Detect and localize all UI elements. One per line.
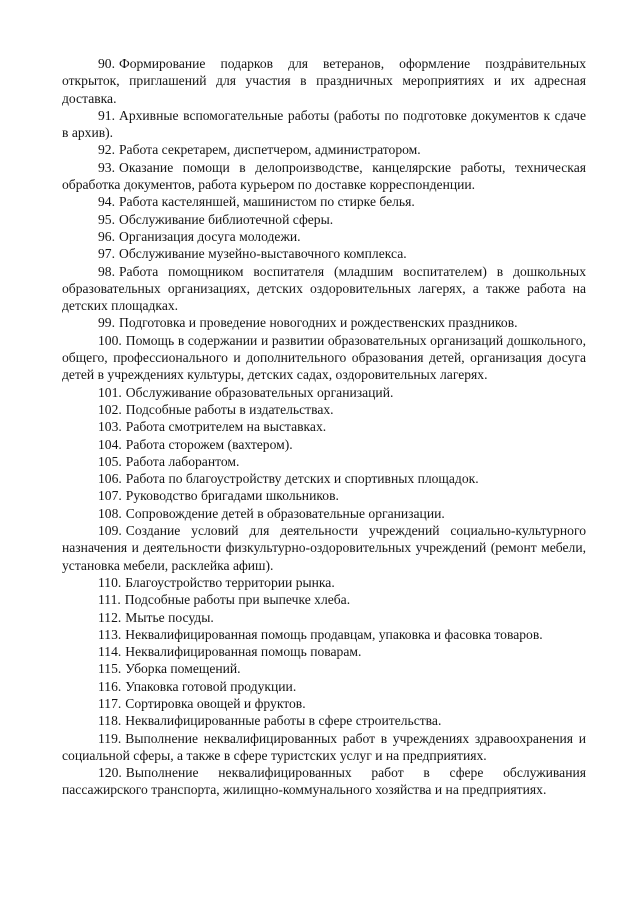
item-number: 100. [98, 332, 122, 348]
item-number: 120. [98, 765, 122, 781]
list-item-118 [62, 712, 586, 729]
item-text: Выполнение неквалифицированных работ в сфере обслуживания пассажирского транспорта, жилищно-коммунального хозяйства и на предприятиях. [62, 765, 586, 798]
list-item-104 [62, 436, 586, 453]
item-number: 117. [98, 695, 122, 711]
item-number: 94. [98, 194, 115, 210]
item-number: 91. [98, 107, 115, 123]
list-item-102 [62, 401, 586, 418]
item-number: 109. [98, 523, 122, 539]
item-text: Неквалифицированные работы в сфере строительства. [125, 713, 442, 729]
list-item-120 [62, 764, 586, 799]
item-number: 98. [98, 263, 115, 279]
item-number: 106. [98, 471, 122, 487]
item-text: Мытье посуды. [125, 609, 214, 625]
item-text: Неквалифицированная помощь продавцам, упаковка и фасовка товаров. [125, 626, 543, 642]
item-number: 116. [98, 678, 122, 694]
item-text: Неквалифицированная помощь поварам. [125, 644, 362, 660]
item-text: Формирование подарков для ветеранов, оформление поздравительных открыток, приглашений для участия в праздничных мероприятиях и их адресная доставка. [62, 56, 586, 106]
list-item-110 [62, 574, 586, 591]
list-item-109 [62, 522, 586, 574]
item-number: 114. [98, 644, 122, 660]
item-number: 104. [98, 436, 122, 452]
item-text: Работа сторожем (вахтером). [125, 436, 293, 452]
item-number: 115. [98, 661, 122, 677]
list-item-90 [62, 55, 586, 107]
item-text: Руководство бригадами школьников. [125, 488, 339, 504]
list-item-115 [62, 660, 586, 677]
item-text: Работа кастеляншей, машинистом по стирке белья. [119, 194, 415, 210]
item-text: Создание условий для деятельности учреждений социально-культурного назначения и деятельности физкультурно-оздоровительных учреждений (ремонт мебели, установка мебели, расклейка афиш). [62, 523, 586, 573]
item-number: 111. [98, 592, 121, 608]
item-number: 102. [98, 401, 122, 417]
item-text: Обслуживание образовательных организаций. [125, 384, 394, 400]
item-number: 96. [98, 228, 115, 244]
item-text: Уборка помещений. [125, 661, 241, 677]
list-item-94 [62, 193, 586, 210]
item-number: 108. [98, 505, 122, 521]
item-text: Организация досуга молодежи. [119, 228, 301, 244]
item-number: 112. [98, 609, 122, 625]
list-item-99 [62, 314, 586, 331]
list-item-111 [62, 591, 586, 608]
list-item-93 [62, 159, 586, 194]
item-text: Благоустройство территории рынка. [125, 574, 335, 590]
list-item-95 [62, 211, 586, 228]
list-item-113 [62, 626, 586, 643]
item-text: Сортировка овощей и фруктов. [125, 695, 306, 711]
list-item-119 [62, 730, 586, 765]
list-item-112 [62, 609, 586, 626]
item-number: 105. [98, 453, 122, 469]
item-number: 99. [98, 315, 115, 331]
item-text: Работа лаборантом. [125, 453, 240, 469]
item-text: Оказание помощи в делопроизводстве, канцелярские работы, техническая обработка документов, работа курьером по доставке корреспонденции. [62, 159, 586, 193]
item-number: 103. [98, 419, 122, 435]
item-number: 110. [98, 574, 122, 590]
item-number: 90. [98, 56, 115, 71]
list-item-91 [62, 107, 586, 142]
item-text: Работа по благоустройству детских и спортивных площадок. [125, 471, 479, 487]
item-number: 97. [98, 246, 115, 262]
list-item-103 [62, 418, 586, 435]
item-text: Архивные вспомогательные работы (работы по подготовке документов к сдаче в архив). [62, 107, 586, 141]
list-item-100 [62, 332, 586, 384]
item-number: 92. [98, 142, 115, 158]
item-number: 95. [98, 211, 115, 227]
item-number: 107. [98, 488, 122, 504]
item-number: 119. [98, 730, 122, 746]
item-text: Подсобные работы при выпечке хлеба. [124, 592, 351, 608]
item-text: Подготовка и проведение новогодних и рождественских праздников. [119, 315, 518, 331]
item-text: Помощь в содержании и развитии образовательных организаций дошкольного, общего, профессионального и дополнительного образования детей, организация досуга детей в учреждениях культуры, детских садах, оздоровительных лагерях. [62, 332, 586, 383]
list-item-108 [62, 505, 586, 522]
list-item-116 [62, 678, 586, 695]
item-text: Работа смотрителем на выставках. [125, 419, 327, 435]
item-text: Работа секретарем, диспетчером, администратором. [119, 142, 421, 158]
item-number: 113. [98, 626, 122, 642]
item-number: 101. [98, 384, 122, 400]
list-item-101 [62, 384, 586, 401]
item-text: Сопровождение детей в образовательные организации. [125, 505, 445, 521]
list-item-114 [62, 643, 586, 660]
list-item-98 [62, 263, 586, 315]
item-text: Обслуживание музейно-выставочного комплекса. [119, 246, 407, 262]
list-item-107 [62, 487, 586, 504]
list-item-96 [62, 228, 586, 245]
list-item-97 [62, 245, 586, 262]
list-item-92 [62, 141, 586, 158]
document-page [62, 55, 586, 799]
list-item-105 [62, 453, 586, 470]
item-text: Упаковка готовой продукции. [125, 678, 297, 694]
item-number: 118. [98, 713, 122, 729]
list-item-106 [62, 470, 586, 487]
item-text: Работа помощником воспитателя (младшим воспитателем) в дошкольных образовательных организациях, детских оздоровительных лагерях, а также работа на детских площадках. [62, 263, 586, 314]
list-item-117 [62, 695, 586, 712]
item-text: Подсобные работы в издательствах. [125, 401, 334, 417]
item-text: Выполнение неквалифицированных работ в учреждениях здравоохранения и социальной сферы, а также в сфере туристских услуг и на предприятиях. [62, 730, 586, 763]
item-text: Обслуживание библиотечной сферы. [119, 211, 334, 227]
item-number: 93. [98, 159, 115, 175]
